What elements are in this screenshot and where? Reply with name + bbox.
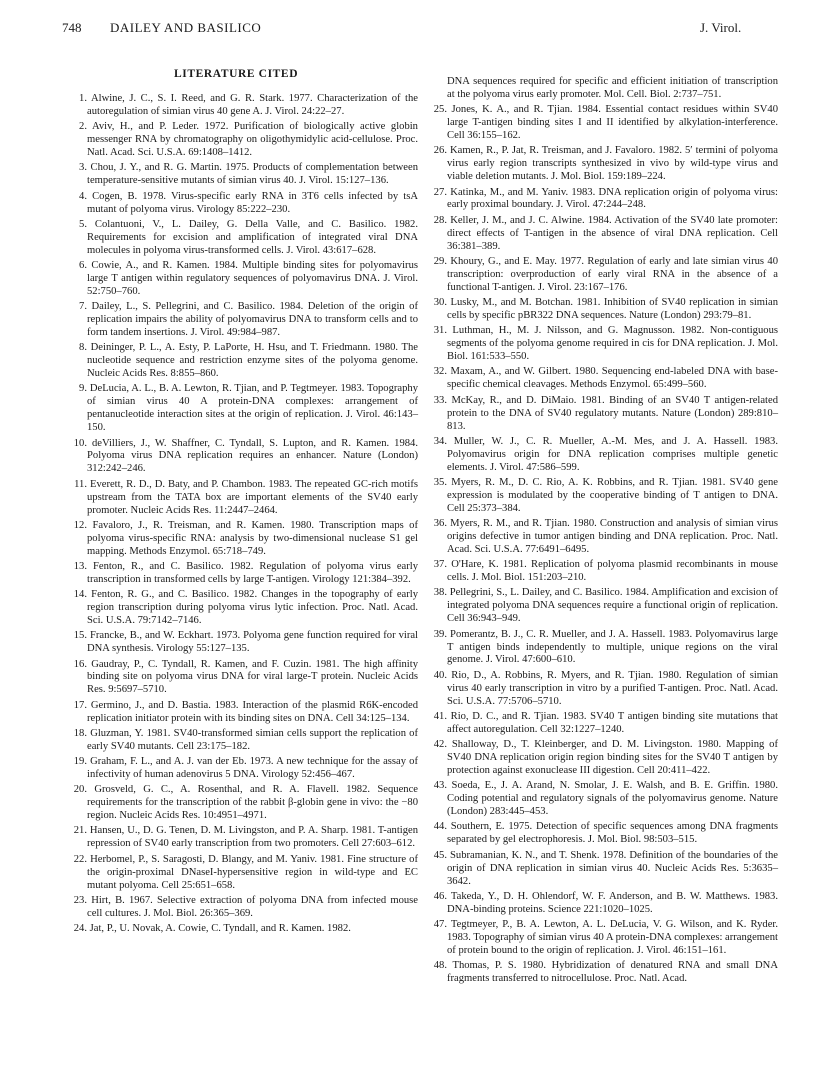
reference-text: Muller, W. J., C. R. Mueller, A.-M. Mes, and J. A. Hassell. 1983. Polyomavirus origin for DNA replication comprises multiple genetic elements. J. Virol. 47:586–599. [447,435,778,473]
reference-text: Rio, D. C., and R. Tjian. 1983. SV40 T antigen binding site mutations that affect autoregulation. Cell 32:1227–1240. [447,710,778,735]
reference-entry [424,104,778,143]
reference-text: Hirt, B. 1967. Selective extraction of polyoma DNA from infected mouse cell cultures. J. Mol. Biol. 26:365–369. [87,894,419,919]
reference-number: 34. [433,435,447,447]
reference-number: 36. [433,518,447,530]
reference-number: 15. [73,630,87,642]
reference-entry [64,219,418,258]
reference-entry [64,162,418,188]
reference-number: 1. [79,93,87,104]
reference-text: Gaudray, P., C. Tyndall, R. Kamen, and F. Cuzin. 1981. The high affinity binding site on polyoma virus DNA for viral large-T protein. Nucleic Acids Res. 9:5697–5710. [87,658,418,696]
reference-entry [64,589,418,628]
reference-entry [64,728,418,754]
reference-number: 37. [433,559,447,571]
reference-number: 23. [73,894,87,906]
reference-number: 31. [433,325,447,337]
reference-entry [424,960,778,986]
reference-number: 24. [73,923,87,935]
reference-text: Colantuoni, V., L. Dailey, G. Della Valle, and C. Basilico. 1982. Requirements for excision and amplification of integrated viral DNA molecules in polyoma virus-transformed cells. J. Virol. 43:617–628. [87,218,418,256]
reference-text: Myers, R. M., and R. Tjian. 1980. Construction and analysis of simian virus origins defective in tumor antigen binding and DNA replication. Proc. Natl. Acad. Sci. U.S.A. 77:6491–6495. [447,518,778,555]
reference-number: 19. [73,756,87,768]
reference-entry [64,301,418,340]
reference-entry [424,145,778,184]
reference-text: Dailey, L., S. Pellegrini, and C. Basilico. 1984. Deletion of the origin of replication impairs the ability of polyomavirus DNA to transform cells and to form tandem insertions. J. Virol. 49:984–987. [87,301,418,338]
reference-text: deVilliers, J., W. Shaffner, C. Tyndall, S. Lupton, and R. Kamen. 1984. Polyoma virus DNA replication requires an enhancer. Nature (London) 312:242–246. [87,437,418,475]
reference-number: 44. [433,821,447,833]
reference-text: Herbomel, P., S. Saragosti, D. Blangy, and M. Yaniv. 1981. Fine structure of the origin-proximal DNaseI-hypersensitive region in wild-type and EC mutant polyoma. Cell 25:651–658. [87,853,418,891]
reference-text: Cowie, A., and R. Kamen. 1984. Multiple binding sites for polyomavirus large T antigen within regulatory sequences of polyomavirus DNA. J. Virol. 52:750–760. [87,259,418,297]
reference-number: 18. [73,727,87,739]
reference-text: Cogen, B. 1978. Virus-specific early RNA in 3T6 cells infected by tsA mutant of polyoma virus. Virology 85:222–230. [87,190,418,215]
reference-list-left [64,93,418,936]
reference-number: 43. [433,780,447,792]
reference-number: 32. [433,366,447,378]
reference-text: Keller, J. M., and J. C. Alwine. 1984. Activation of the SV40 late promoter: direct effects of T-antigen in the absence of viral DNA replication. Cell 36:381–389. [447,214,778,252]
reference-entry [64,383,418,435]
reference-entry [64,630,418,656]
reference-entry [424,325,778,364]
reference-entry [424,587,778,626]
reference-number: 28. [433,214,447,226]
reference-entry [424,780,778,819]
reference-text: Soeda, E., J. A. Arand, N. Smolar, J. E. Walsh, and B. E. Griffin. 1980. Coding potential and regulatory signals of the polyomavirus genome. Nature (London) 283:445–453. [447,780,778,818]
running-authors: DAILEY AND BASILICO [110,20,262,35]
reference-text: Deininger, P. L., A. Esty, P. LaPorte, H. Hsu, and T. Friedmann. 1980. The nucleotide sequence and restriction enzyme sites of the polyoma genome. Nucleic Acids Res. 8:855–860. [87,342,418,380]
reference-entry [424,711,778,737]
reference-text: Graham, F. L., and A. J. van der Eb. 1973. A new technique for the assay of infectivity of human adenovirus 5 DNA. Virology 52:456–467. [87,756,418,781]
reference-text: Shalloway, D., T. Kleinberger, and D. M. Livingston. 1980. Mapping of SV40 DNA replication origin region binding sites for the SV40 T antigen by protection against exonuclease III digestion. Cell 20:411–422. [447,739,779,776]
reference-number: 10. [73,437,87,449]
reference-entry [64,561,418,587]
reference-continuation: DNA sequences required for specific and efficient initiation of transcription at the polyoma virus early promoter. Mol. Cell. Biol. 2:737–751. [447,76,778,100]
reference-entry [424,739,778,778]
reference-entry [64,93,418,119]
reference-number: 5. [79,218,87,230]
reference-number: 6. [79,259,87,271]
reference-entry [64,342,418,381]
journal-name: J. Virol. [700,20,742,35]
reference-text: Grosveld, G. C., A. Rosenthal, and R. A. Flavell. 1982. Sequence requirements for the transcription of the rabbit β-globin gene in vivo: the −80 region. Nucleic Acids Res. 10:4951–4971. [87,784,418,822]
reference-entry [64,700,418,726]
reference-entry [424,850,778,889]
reference-text: Kamen, R., P. Jat, R. Treisman, and J. Favaloro. 1982. 5′ termini of polyoma virus early region transcripts synthesized in vivo by wild-type virus and viable deletion mutants. J. Mol. Biol. 159:189–224. [447,145,778,183]
reference-entry [424,559,778,585]
reference-text: Jones, K. A., and R. Tjian. 1984. Essential contact residues within SV40 large T-antigen binding sites I and II identified by alkylation-interference. Cell 36:155–162. [447,104,778,142]
reference-number: 22. [73,853,87,865]
reference-text: Luthman, H., M. J. Nilsson, and G. Magnusson. 1982. Non-contiguous segments of the polyoma genome required in cis for DNA replication. J. Mol. Biol. 161:533–550. [447,325,778,363]
reference-number: 17. [73,699,87,711]
reference-text: Subramanian, K. N., and T. Shenk. 1978. Definition of the boundaries of the origin of DNA replication in simian virus 40. Nucleic Acids Res. 5:3635–3642. [447,849,778,887]
reference-number: 30. [433,297,447,309]
reference-entry [64,191,418,217]
reference-entry [64,756,418,782]
running-header [0,20,816,38]
reference-entry [424,215,778,254]
reference-entry [64,659,418,698]
reference-number: 21. [73,825,87,837]
reference-number: 26. [433,145,447,157]
reference-entry [424,366,778,392]
reference-text: Aviv, H., and P. Leder. 1972. Purification of biologically active globin messenger RNA by chromatography on oligothymidylic acid-cellulose. Proc. Natl. Acad. Sci. U.S.A. 69:1408–1412. [87,121,418,159]
reference-number: 48. [433,960,447,972]
section-title: LITERATURE CITED [174,68,299,80]
reference-entry [424,919,778,958]
reference-text: Favaloro, J., R. Treisman, and R. Kamen. 1980. Transcription maps of polyoma virus-specific RNA: analysis by two-dimensional nuclease S1 gel mapping. Methods Enzymol. 65:718–749. [87,519,419,557]
reference-number: 38. [433,587,447,599]
reference-entry [64,438,418,477]
reference-text: Lusky, M., and M. Botchan. 1981. Inhibition of SV40 replication in simian cells by specific pBR322 DNA sequences. Nature (London) 293:79–81. [447,297,778,321]
reference-entry [424,297,778,323]
reference-text: Maxam, A., and W. Gilbert. 1980. Sequencing end-labeled DNA with base-specific chemical cleavages. Methods Enzymol. 65:499–560. [447,366,778,391]
reference-text: Fenton, R., and C. Basilico. 1982. Regulation of polyoma virus early transcription in transformed cells by large T-antigen. Virology 121:384–392. [87,560,418,585]
reference-column-left [64,93,418,938]
page-number: 748 [62,20,82,35]
reference-entry [64,854,418,893]
reference-entry [64,520,418,559]
reference-text: Katinka, M., and M. Yaniv. 1983. DNA replication origin of polyoma virus: early proximal boundary. J. Virol. 47:244–248. [447,186,778,211]
reference-entry [424,821,778,847]
reference-number: 29. [433,255,447,267]
reference-text: Hansen, U., D. G. Tenen, D. M. Livingston, and P. A. Sharp. 1981. T-antigen repression of SV40 early transcription from two promoters. Cell 27:603–612. [87,825,419,850]
reference-text: Tegtmeyer, P., B. A. Lewton, A. L. DeLucia, V. G. Wilson, and K. Ryder. 1983. Topography of simian virus 40 A protein-DNA complexes: arrangement of protein bound to the origin of replication. J. Virol. 46:151–161. [447,918,778,956]
reference-number: 3. [79,162,87,174]
reference-text: Fenton, R. G., and C. Basilico. 1982. Changes in the topography of early region transcription during polyoma virus lytic infection. Proc. Natl. Acad. Sci. U.S.A. 79:7142–7146. [87,589,418,627]
reference-number: 47. [433,918,447,930]
reference-text: Jat, P., U. Novak, A. Cowie, C. Tyndall, and R. Kamen. 1982. [89,923,351,935]
reference-entry [424,436,778,475]
reference-text: Pomerantz, B. J., C. R. Mueller, and J. A. Hassell. 1983. Polyomavirus large T antigen binds independently to multiple, unique regions on the viral genome. J. Virol. 47:600–610. [447,628,779,666]
reference-entry [64,923,418,936]
reference-text: Chou, J. Y., and R. G. Martin. 1975. Products of complementation between temperature-sensitive mutants of simian virus 40. J. Virol. 15:127–136. [87,162,418,187]
reference-number: 41. [433,710,447,722]
reference-entry [424,891,778,917]
reference-number: 13. [73,560,87,572]
reference-entry [424,670,778,709]
reference-entry [424,187,778,213]
reference-text: Thomas, P. S. 1980. Hybridization of denatured RNA and small DNA fragments transferred to nitrocellulose. Proc. Natl. Acad. [447,960,778,985]
reference-text: McKay, R., and D. DiMaio. 1981. Binding of an SV40 T antigen-related protein to the DNA of SV40 regulatory mutants. Nature (London) 289:810–813. [447,394,778,432]
reference-number: 2. [79,121,87,133]
reference-entry [64,895,418,921]
reference-text: Alwine, J. C., S. I. Reed, and G. R. Stark. 1977. Characterization of the autoregulation of simian virus 40 gene A. J. Virol. 24:22–27. [87,93,418,117]
reference-text: Takeda, Y., D. H. Ohlendorf, W. F. Anderson, and B. W. Matthews. 1983. DNA-binding proteins. Science 221:1020–1025. [447,890,778,915]
reference-text: Southern, E. 1975. Detection of specific sequences among DNA fragments separated by gel electrophoresis. J. Mol. Biol. 98:503–515. [447,821,779,846]
reference-entry [64,121,418,160]
reference-number: 11. [74,478,87,490]
reference-entry [64,260,418,299]
reference-number: 33. [433,394,447,406]
reference-entry [64,479,418,518]
reference-list-right [424,104,778,986]
reference-number: 14. [73,589,87,601]
reference-text: Francke, B., and W. Eckhart. 1973. Polyoma gene function required for viral DNA synthesis. Virology 55:127–135. [87,630,418,655]
reference-number: 7. [79,301,87,313]
reference-entry [64,825,418,851]
reference-number: 25. [433,104,447,116]
reference-text: Gluzman, Y. 1981. SV40-transformed simian cells support the replication of early SV40 mutants. Cell 23:175–182. [87,727,419,752]
reference-number: 35. [433,476,447,488]
reference-number: 9. [79,383,87,395]
reference-text: Myers, R. M., D. C. Rio, A. K. Robbins, and R. Tjian. 1981. SV40 gene expression is modulated by the cooperative binding of T antigen to DNA. Cell 25:373–384. [447,476,779,514]
reference-number: 45. [433,849,447,861]
reference-entry [64,784,418,823]
reference-text: Everett, R. D., D. Baty, and P. Chambon. 1983. The repeated GC-rich motifs upstream from the TATA box are important elements of the SV40 early promoter. Nucleic Acids Res. 11:2447–2464. [87,478,418,516]
reference-text: DeLucia, A. L., B. A. Lewton, R. Tjian, and P. Tegtmeyer. 1983. Topography of simian virus 40 A protein-DNA complexes: arrangement of pentanucleotide interaction sites at the origin of replication. J. Virol. 46:143–150. [87,383,418,434]
reference-entry [424,477,778,516]
reference-text: Rio, D., A. Robbins, R. Myers, and R. Tjian. 1980. Regulation of simian virus 40 early transcription in vitro by a purified T-antigen. Proc. Natl. Acad. Sci. U.S.A. 77:5706–5710. [447,669,778,707]
reference-number: 8. [79,342,87,354]
reference-text: Khoury, G., and E. May. 1977. Regulation of early and late simian virus 40 transcription: overproduction of early viral RNA in the absence of a functional T-antigen. J. Virol. 23:167–176. [447,255,778,293]
reference-number: 20. [73,784,87,796]
reference-number: 42. [433,739,447,751]
reference-number: 4. [79,190,87,202]
reference-column-right [424,76,778,988]
reference-entry [424,518,778,557]
reference-number: 12. [73,519,87,531]
reference-number: 46. [433,890,447,902]
reference-number: 27. [433,186,447,198]
reference-text: O'Hare, K. 1981. Replication of polyoma plasmid recombinants in mouse cells. J. Mol. Biol. 151:203–210. [447,559,778,584]
reference-entry [424,256,778,295]
reference-number: 40. [433,669,447,681]
reference-number: 39. [433,628,447,640]
reference-entry [424,629,778,668]
reference-text: Germino, J., and D. Bastia. 1983. Interaction of the plasmid R6K-encoded replication initiator protein with its binding sites on DNA. Cell 34:125–134. [87,699,419,724]
reference-text: Pellegrini, S., L. Dailey, and C. Basilico. 1984. Amplification and excision of integrated polyoma DNA sequences require a functional origin of replication. Cell 36:943–949. [447,587,778,625]
reference-number: 16. [73,658,87,670]
reference-entry [424,395,778,434]
